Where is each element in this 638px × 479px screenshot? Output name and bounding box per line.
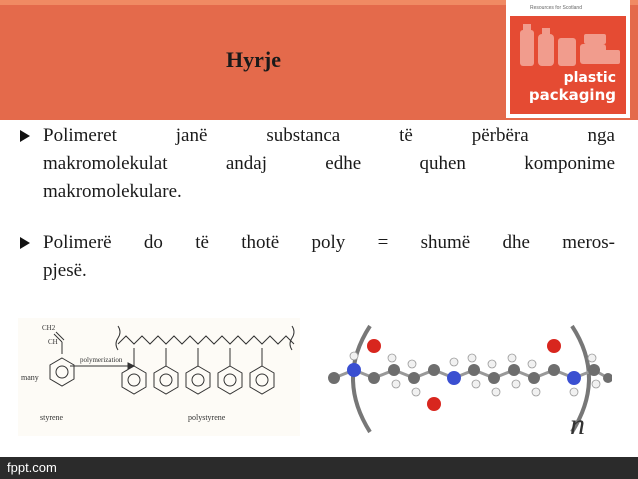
bullet-marker-icon xyxy=(20,130,30,142)
styrene-caption: styrene xyxy=(40,413,64,422)
styrene-ch2-label: CH2 xyxy=(42,324,56,332)
styrene-ch-label: CH xyxy=(48,338,58,346)
polystyrene-caption: polystyrene xyxy=(188,413,226,422)
footer-brand[interactable]: fppt.com xyxy=(7,460,57,475)
many-label: many xyxy=(21,373,39,382)
polystyrene-diagram xyxy=(18,318,300,436)
thumbnail-top-label: Resources for Scotland xyxy=(530,5,582,11)
thumbnail-background xyxy=(510,4,626,114)
subscript-n-label: n xyxy=(570,408,585,440)
thumbnail-label-packaging: packaging xyxy=(528,86,616,104)
ball-and-stick-polymer-model xyxy=(326,318,612,440)
bullet-2-line-1: Polimerë do të thotë poly = shumë dhe meros- xyxy=(43,232,615,253)
footer-bar xyxy=(0,457,638,479)
molecule-illustration xyxy=(326,318,612,440)
bullet-1-line-1: Polimeret janë substanca të përbëra nga xyxy=(43,125,615,146)
bullet-1-line-2: makromolekulat andaj edhe quhen komponime xyxy=(43,153,615,174)
bullet-2-line-2: pjesë. xyxy=(43,260,87,281)
bullet-1-line-3: makromolekulare. xyxy=(43,181,182,202)
plastic-packaging-thumbnail xyxy=(506,0,630,118)
thumbnail-label-plastic: plastic xyxy=(563,70,616,86)
polymerization-arrow-label: polymerization xyxy=(80,356,123,364)
bullet-marker-icon xyxy=(20,237,30,249)
polymerization-illustration xyxy=(18,318,300,436)
slide-title: Hyrje xyxy=(226,47,281,72)
benzene-rings xyxy=(122,348,274,394)
